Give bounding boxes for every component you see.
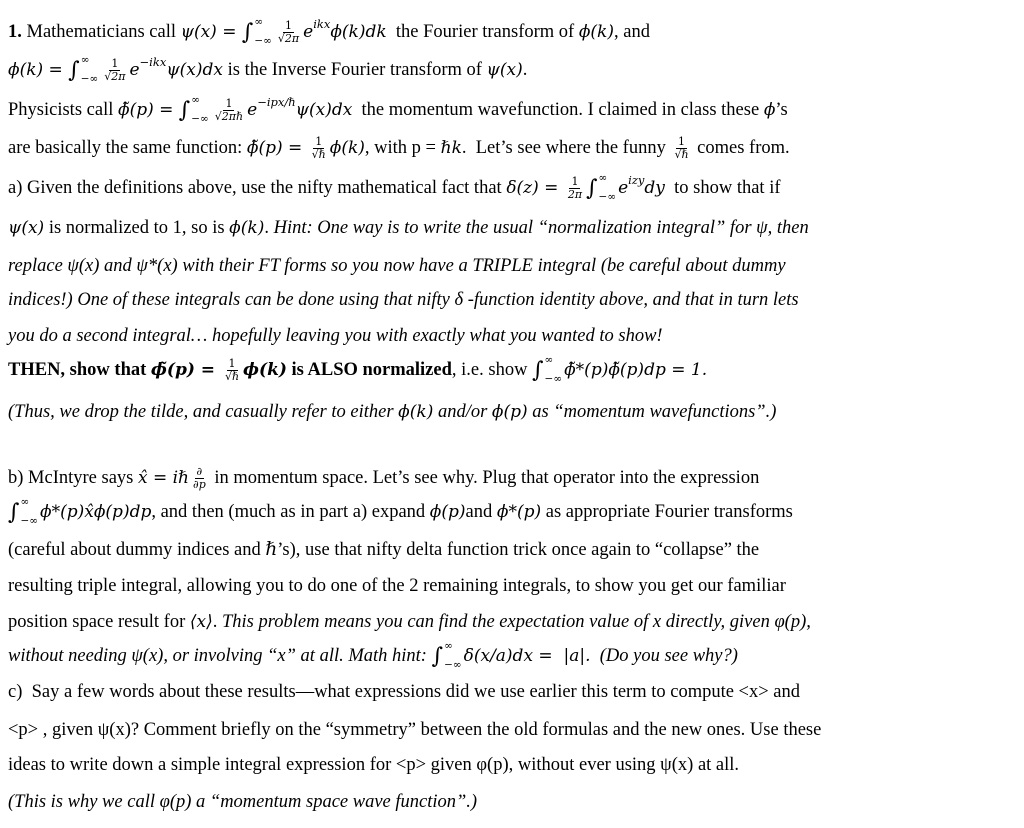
text-span: , and then (much as in part a) expand [151,501,430,522]
text-line [8,211,809,245]
text-span: and [465,501,497,522]
lower-limit: −∞ [254,35,272,47]
text-span: you do a second integral… hopefully leaving you with exactly what you wanted to show! [8,325,663,346]
math-text: ψ(x)dx [295,100,353,120]
text-span: (careful about dummy indices and ℏ’s), use that nifty delta function trick once again to “collapse” the [8,540,760,560]
text-span: (Do you see why?) [590,645,738,666]
fraction-numerator: 1 [225,96,233,110]
text-span: as appropriate Fourier transforms [541,501,793,522]
math-text: ψ(x) [8,218,45,238]
math-text: ϕ(k) [398,402,434,422]
math-text: ϕ̃(p) = [150,360,221,380]
math-text: ikx [313,17,331,31]
upper-limit: ∞ [80,54,90,66]
integral-limits [20,497,38,527]
integral [432,641,462,671]
text-span: <p> , given ψ(x)? Comment briefly on the “symmetry” between the old formulas and the new ones. Use these [8,719,822,740]
lower-limit: −∞ [598,191,617,203]
math-text: −ikx [139,55,167,69]
text-span: the momentum wavefunction. I claimed in class these [352,99,764,120]
fraction-denominator: √2π [104,69,126,83]
text-span: THEN, show that [8,359,151,380]
fraction [102,58,127,83]
text-span: are basically the same function: [8,137,247,158]
math-text: ϕ(p) [491,402,528,422]
text-span: . [264,217,274,238]
integral-sign-icon: ∫ [431,643,444,669]
math-text: −ipx/ℏ [257,95,296,109]
text-span: and/or [433,401,492,422]
math-text: e [303,22,314,42]
text-line [8,461,759,495]
text-line [8,675,800,709]
fraction-denominator: √ℏ [674,147,689,161]
text-span: to show that if [664,177,781,198]
fraction [276,20,301,45]
math-text: x̂ = iℏ [137,468,190,488]
text-line [8,605,811,639]
text-span: This problem means you can find the expectation value of x directly, given φ(p), [221,611,811,632]
math-text: δ(z) = [506,178,564,198]
upper-limit: ∞ [598,172,608,184]
integral-limits [81,55,99,85]
integral-limits [545,355,563,385]
fraction [223,358,241,383]
upper-limit: ∞ [544,354,554,366]
text-span: . Let’s see where the funny [461,137,671,158]
text-span: ideas to write down a simple integral expression for <p> given φ(p), without ever using ψ(x) at all. [8,754,740,775]
integral [8,497,38,527]
text-line [8,249,786,283]
text-span: Hint: One way is to write the usual “normalization integral” for ψ, then [273,217,809,238]
upper-limit: ∞ [444,640,453,652]
text-span: b) McIntyre says [8,467,138,488]
upper-limit: ∞ [191,94,200,106]
text-span: replace ψ(x) and ψ*(x) with their FT forms so you now have a TRIPLE integral (be careful about dummy [8,255,786,276]
lower-limit: −∞ [80,73,99,85]
text-span: comes from. [692,137,790,158]
fraction [213,98,245,123]
text-span: c) Say a few words about these results—what expressions did we use earlier this term to compute <x> and [8,681,801,702]
text-span: is ALSO normalized [286,359,452,380]
text-span: without needing ψ(x), or involving “x” at all. Math hint: [8,645,432,666]
fraction-denominator: √2π [277,31,300,45]
text-span: is the Inverse Fourier transform of [222,59,487,80]
integral-limits [191,95,209,125]
math-text: ϕ(k)dk [330,22,387,42]
text-line [8,171,781,205]
math-text: ψ(x) = [180,22,242,42]
math-text: ℏk [440,138,462,158]
text-span: ’s [775,99,788,120]
text-span: (This is why we call φ(p) a “momentum space wave function”.) [8,791,478,812]
math-text: ϕ(k) [229,218,265,238]
math-text: ϕ(p) [429,502,466,522]
integral-limits [444,641,462,671]
fraction-numerator: 1 [571,174,579,188]
text-span: as “momentum wavefunctions”.) [527,401,777,422]
text-span: is normalized to 1, so is [44,217,230,238]
integral-sign-icon: ∫ [241,19,254,45]
text-line [8,639,738,673]
fraction [310,136,328,161]
text-span: 1. [8,21,22,42]
math-text: δ(x/a)dx = |a|. [463,646,591,666]
text-line [8,748,739,782]
integral-sign-icon: ∫ [68,57,80,83]
text-line [8,353,707,387]
fraction-numerator: 1 [678,134,685,148]
upper-limit: ∞ [20,496,30,508]
math-text: ϕ(k) = [8,60,69,80]
text-line [8,785,477,819]
text-line [8,713,821,747]
text-line [8,495,793,529]
math-text: e [618,178,629,198]
text-line [8,283,799,317]
fraction [672,136,690,161]
text-span: (Thus, we drop the tilde, and casually refer to either [8,401,399,422]
fraction-denominator: ∂p [193,477,206,491]
fraction-denominator: √ℏ [224,369,240,383]
text-span: in momentum space. Let’s see why. Plug that operator into the expression [209,467,760,488]
text-span: the Fourier transform of [386,21,579,42]
integral-sign-icon: ∫ [178,97,191,123]
fraction-numerator: 1 [285,18,292,32]
lower-limit: −∞ [444,659,462,671]
text-span: , i.e. show [451,359,533,380]
fraction-numerator: ∂ [196,464,203,478]
integral [242,17,272,47]
text-line [8,533,759,567]
math-text: ϕ(k) [578,22,614,42]
math-text: ϕ*(p)x̂ϕ(p)dp [40,502,152,522]
text-line [8,131,790,165]
text-span: , and [613,21,650,42]
math-text: ⟨x⟩ [189,612,213,632]
math-text: ϕ(k) [329,138,365,158]
math-text: izy [628,173,645,187]
text-line [8,569,786,603]
integral-sign-icon: ∫ [8,499,20,525]
text-span: . [522,59,528,80]
math-text: ϕ*(p) [496,502,542,522]
text-span: Physicists call [8,99,118,120]
integral-sign-icon: ∫ [586,175,598,201]
integral [532,355,562,385]
integral-limits [254,17,272,47]
text-span: , with p = [364,137,441,158]
integral-limits [599,173,617,203]
fraction-numerator: 1 [111,56,119,70]
fraction-denominator: √2πℏ [214,109,244,123]
lower-limit: −∞ [544,373,563,385]
fraction [566,176,584,201]
fraction-numerator: 1 [315,134,323,148]
math-text: ϕ̃(p) = [117,100,179,120]
math-text: ϕ [763,100,776,120]
text-line [8,15,650,49]
integral [179,95,209,125]
text-span: resulting triple integral, allowing you to do one of the 2 remaining integrals, to show you get our familiar [8,575,786,596]
text-span: indices!) One of these integrals can be done using that nifty δ -function identity above, and that in turn lets [8,289,799,310]
lower-limit: −∞ [20,515,39,527]
fraction-denominator: √ℏ [311,147,326,161]
fraction [191,466,208,491]
integral [586,173,616,203]
lower-limit: −∞ [191,113,209,125]
math-text: ψ(x) [486,60,523,80]
math-text: e [247,100,258,120]
integral-sign-icon: ∫ [532,357,544,383]
math-text: e [129,60,140,80]
math-text: ϕ(k) [243,360,287,380]
math-text: ϕ̃(p) = [246,138,308,158]
text-line [8,93,788,127]
fraction-numerator: 1 [228,356,236,370]
upper-limit: ∞ [254,16,264,28]
fraction-denominator: 2π [567,187,583,201]
integral [68,55,98,85]
math-text: dy [644,178,665,198]
text-line [8,395,776,429]
text-span: Mathematicians call [21,21,181,42]
text-span: a) Given the definitions above, use the nifty mathematical fact that [8,177,507,198]
math-text: ψ(x)dx [166,60,223,80]
text-line [8,53,527,87]
text-span: . [212,611,222,632]
text-span: position space result for [8,611,190,632]
text-line [8,319,663,353]
math-text: ϕ̃*(p)ϕ̃(p)dp = 1. [564,360,708,380]
